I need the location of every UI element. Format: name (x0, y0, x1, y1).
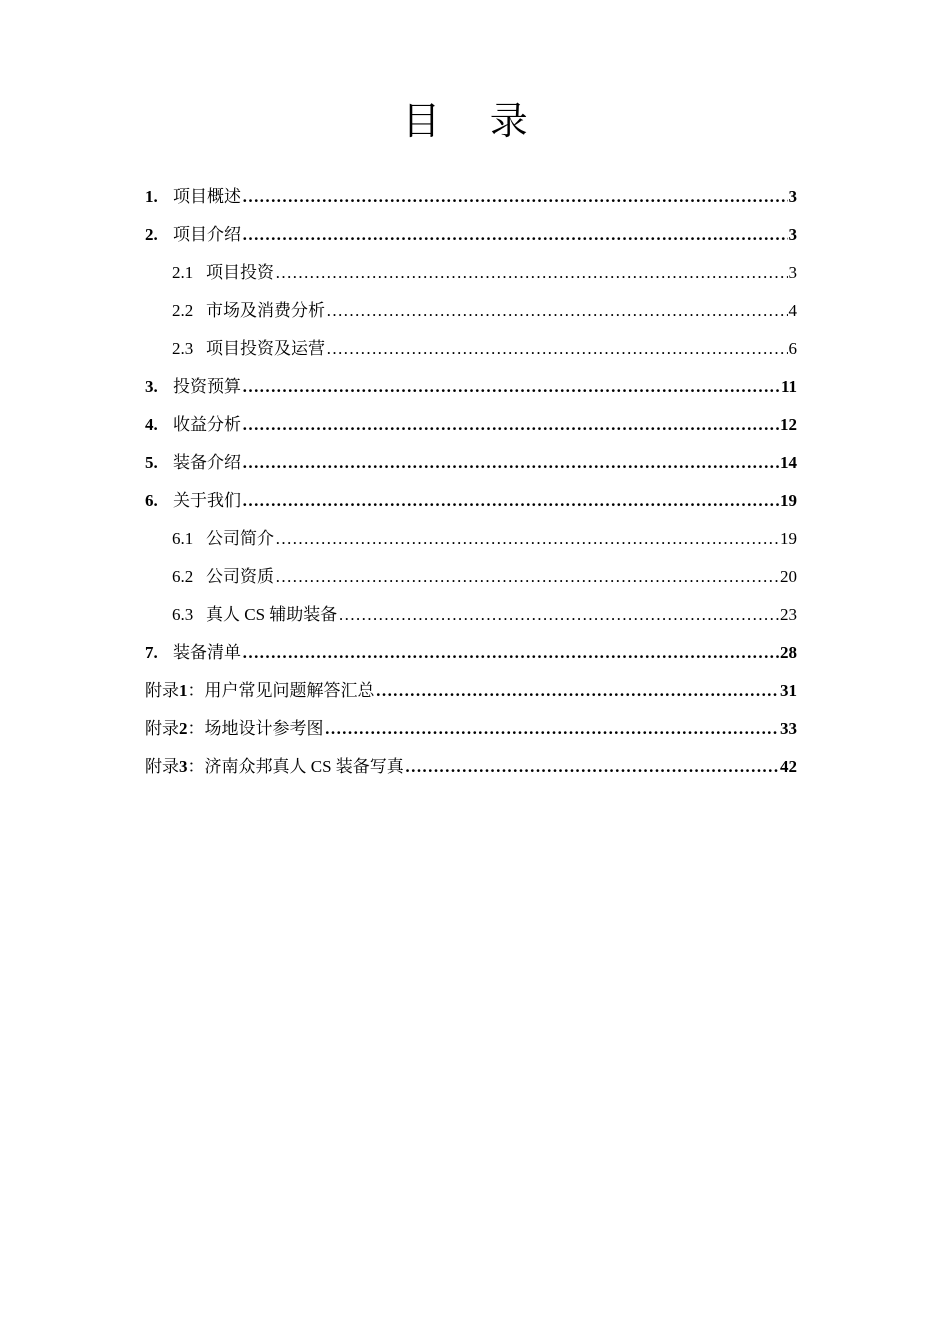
toc-appendix-entry[interactable] (145, 710, 797, 748)
toc-entry-number: 6.3 (172, 605, 194, 624)
toc-appendix-number: 3 (179, 757, 188, 776)
toc-entry[interactable] (145, 406, 797, 444)
toc-entry-number: 7. (145, 643, 158, 662)
toc-entry-page: 14 (780, 453, 797, 472)
toc-entry-number: 1. (145, 187, 158, 206)
toc-leader-dots (325, 710, 780, 748)
toc-entry-page: 11 (780, 377, 797, 396)
toc-entry-page: 4 (788, 301, 797, 320)
toc-subentry[interactable] (145, 558, 797, 596)
toc-entry-number: 3. (145, 377, 158, 396)
toc-entry-title: 项目介绍 (173, 225, 241, 244)
toc-entry-number: 6.2 (172, 567, 194, 586)
toc-entry-page: 12 (780, 415, 797, 434)
toc-entry-page: 6 (788, 339, 797, 358)
toc-entry-page: 3 (788, 225, 797, 244)
toc-entry-title: 公司资质 (206, 567, 274, 586)
toc-leader-dots (242, 216, 788, 254)
toc-entry-page: 42 (780, 757, 797, 776)
toc-entry-title: 项目投资及运营 (206, 339, 325, 358)
toc-entry[interactable] (145, 634, 797, 672)
toc-entry-page: 33 (780, 719, 797, 738)
toc-entry-page: 3 (788, 187, 797, 206)
toc-entry-title: 公司简介 (206, 529, 274, 548)
toc-appendix-prefix: 附录 (145, 681, 179, 700)
toc-entry[interactable] (145, 216, 797, 254)
toc-entry-number: 2. (145, 225, 158, 244)
toc-leader-dots (242, 482, 779, 520)
toc-leader-dots (275, 558, 779, 596)
toc-leader-dots (242, 368, 780, 406)
toc-leader-dots (242, 178, 788, 216)
toc-entry-page: 28 (780, 643, 797, 662)
toc-appendix-entry[interactable] (145, 672, 797, 710)
toc-leader-dots (326, 292, 788, 330)
toc-entry-title: 真人 CS 辅助装备 (206, 605, 338, 624)
toc-leader-dots (275, 520, 779, 558)
toc-leader-dots (376, 672, 780, 710)
toc-entry-number: 2.2 (172, 301, 194, 320)
toc-entry-title: 市场及消费分析 (206, 301, 325, 320)
toc-entry[interactable] (145, 444, 797, 482)
toc-entry-title: 项目概述 (173, 187, 241, 206)
toc-entry-number: 6. (145, 491, 158, 510)
toc-list (145, 178, 797, 786)
toc-entry-title: 收益分析 (173, 415, 241, 434)
toc-entry-page: 20 (780, 567, 797, 586)
toc-appendix-entry[interactable] (145, 748, 797, 786)
toc-entry-page: 31 (780, 681, 797, 700)
toc-subentry[interactable] (145, 520, 797, 558)
toc-entry-title: 项目投资 (206, 263, 274, 282)
toc-entry[interactable] (145, 178, 797, 216)
toc-entry-number: 5. (145, 453, 158, 472)
toc-entry-number: 2.1 (172, 263, 194, 282)
toc-entry-number: 2.3 (172, 339, 194, 358)
toc-leader-dots (275, 254, 788, 292)
toc-entry-number: 6.1 (172, 529, 194, 548)
toc-subentry[interactable] (145, 254, 797, 292)
toc-entry-title: 装备介绍 (173, 453, 241, 472)
toc-entry-page: 3 (788, 263, 797, 282)
toc-appendix-prefix: 附录 (145, 719, 179, 738)
toc-entry-number: 4. (145, 415, 158, 434)
toc-entry-title: 投资预算 (173, 377, 241, 396)
toc-entry-page: 19 (780, 529, 797, 548)
toc-heading: 目 录 (402, 101, 548, 143)
toc-leader-dots (242, 406, 779, 444)
toc-entry-title: ：用户常见问题解答汇总 (187, 681, 375, 700)
toc-subentry[interactable] (145, 292, 797, 330)
toc-entry-title: ：场地设计参考图 (187, 719, 324, 738)
toc-leader-dots (405, 748, 779, 786)
toc-entry-title: 关于我们 (173, 491, 241, 510)
toc-leader-dots (242, 444, 779, 482)
toc-appendix-number: 2 (179, 719, 188, 738)
toc-entry-title: 装备清单 (173, 643, 241, 662)
toc-subentry[interactable] (145, 596, 797, 634)
toc-appendix-prefix: 附录 (145, 757, 179, 776)
toc-entry-page: 19 (780, 491, 797, 510)
toc-entry-page: 23 (780, 605, 797, 624)
toc-entry[interactable] (145, 368, 797, 406)
toc-leader-dots (326, 330, 788, 368)
toc-appendix-number: 1 (179, 681, 188, 700)
toc-subentry[interactable] (145, 330, 797, 368)
toc-entry[interactable] (145, 482, 797, 520)
toc-entry-title: ：济南众邦真人 CS 装备写真 (187, 757, 404, 776)
toc-leader-dots (242, 634, 779, 672)
toc-leader-dots (338, 596, 779, 634)
